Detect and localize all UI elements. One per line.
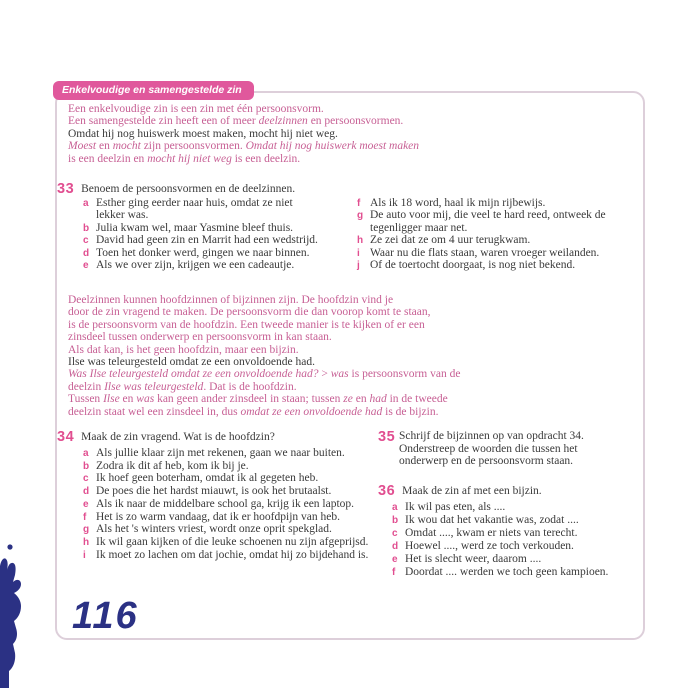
- text-segment: Ilse was teleurgesteld omdat ze een onvoldoende had.: [68, 356, 315, 369]
- list-item: [83, 511, 368, 523]
- text-line: [68, 153, 419, 165]
- text-segment: Omdat hij nog huiswerk moest maken, mocht hij niet weg.: [68, 127, 338, 140]
- item-text: Als ik naar de middelbare school ga, krijg ik een laptop.: [96, 497, 355, 510]
- list-item: [357, 197, 606, 209]
- list-item: [357, 209, 606, 234]
- text-segment: door de zin vragend te maken. De persoonsvorm die dan voorop komt te staan,: [68, 306, 431, 319]
- text-segment: >: [318, 368, 331, 381]
- text-line: [68, 368, 460, 380]
- item-text: Als het 's winters vriest, wordt onze oprit spekglad.: [96, 523, 332, 536]
- item-letter: e: [83, 260, 89, 272]
- item-text: Ik moet zo lachen om dat jochie, omdat hij zo bijdehand is.: [96, 548, 369, 561]
- list-item: [392, 501, 608, 513]
- explainer-block: [68, 294, 460, 418]
- item-letter: a: [392, 502, 398, 513]
- item-letter: d: [83, 486, 90, 498]
- exercise-number: 33: [57, 181, 75, 197]
- exercise-number: 34: [57, 429, 75, 445]
- exercise-34-header: [57, 428, 275, 446]
- blue-mascot-icon: [0, 542, 46, 688]
- text-line: [68, 140, 419, 152]
- exercise-34-items: [83, 447, 368, 561]
- list-item: [83, 259, 318, 271]
- text-line: [68, 115, 419, 127]
- text-segment: is een deelzin.: [231, 152, 301, 165]
- item-letter: i: [357, 247, 360, 259]
- exercise-number: 36: [378, 483, 396, 499]
- item-text: Ik hoef geen boterham, omdat ik al gegeten heb.: [96, 472, 319, 485]
- text-segment: was: [136, 393, 155, 406]
- text-line: [68, 393, 460, 405]
- item-text: Of de toertocht doorgaat, is nog niet bekend.: [370, 259, 576, 272]
- list-item: [357, 259, 606, 271]
- text-segment: deelzinnen: [258, 115, 308, 128]
- item-text: Het is slecht weer, daarom ....: [405, 552, 542, 565]
- list-item: [392, 514, 608, 526]
- list-item: [392, 540, 608, 552]
- text-segment: kan geen ander zinsdeel in staan; tussen: [154, 393, 344, 406]
- text-segment: Ilse: [103, 393, 120, 406]
- item-letter: j: [357, 260, 360, 272]
- exercise-question: Maak de zin vragend. Wat is de hoofdzin?: [81, 431, 275, 443]
- list-item: [83, 222, 318, 234]
- item-letter: c: [392, 527, 398, 539]
- item-text: Het is zo warm vandaag, dat ik er hoofdpijn van heb.: [96, 510, 340, 523]
- text-segment: was: [330, 368, 349, 381]
- exercise-33-items-left: [83, 197, 318, 271]
- text-segment: Ilse was teleurgesteld: [104, 380, 204, 393]
- item-letter: e: [392, 553, 398, 565]
- question-line: Onderstreep de woorden die tussen het: [399, 442, 578, 455]
- item-text: Ze zei dat ze om 4 uur terugkwam.: [370, 234, 531, 247]
- item-letter: f: [392, 566, 396, 578]
- item-text: Zodra ik dit af heb, kom ik bij je.: [96, 459, 249, 472]
- item-letter: a: [83, 448, 89, 459]
- text-segment: omdat ze een onvoldoende had: [240, 405, 383, 418]
- list-item: [392, 566, 608, 578]
- item-text: David had geen zin en Marrit had een wedstrijd.: [96, 234, 318, 247]
- text-segment: zinsdeel tussen onderwerp en persoonsvorm in kan staan.: [68, 331, 332, 344]
- item-text: Hoewel ...., werd ze toch verkouden.: [405, 539, 574, 552]
- item-text: De auto voor mij, die veel te hard reed, ontweek de tegenligger maar net.: [370, 209, 606, 234]
- text-segment: deelzin staat wel een zinsdeel in, dus: [68, 405, 241, 418]
- list-item: [83, 523, 368, 535]
- text-line: [68, 331, 460, 343]
- text-segment: . Dat is de hoofdzin.: [203, 380, 297, 393]
- exercise-number: 35: [378, 429, 396, 445]
- text-segment: en persoonsvormen.: [307, 115, 404, 128]
- text-line: [68, 319, 460, 331]
- list-item: [83, 498, 368, 510]
- text-segment: Deelzinnen kunnen hoofdzinnen of bijzinnen zijn. De hoofdzin vind je: [68, 294, 394, 306]
- item-text: Ik wil gaan kijken of die leuke schoenen nu zijn afgeprijsd.: [96, 535, 369, 548]
- exercise-33-items-right: [357, 197, 606, 271]
- item-letter: h: [83, 536, 90, 548]
- item-letter: d: [83, 247, 90, 259]
- list-item: [83, 472, 368, 484]
- item-letter: c: [83, 235, 89, 247]
- text-line: [68, 406, 460, 418]
- list-item: [392, 527, 608, 539]
- exercise-35-question: [399, 430, 584, 468]
- text-segment: deelzin: [68, 380, 105, 393]
- text-line: [68, 294, 460, 306]
- question-line: Schrijf de bijzinnen op van opdracht 34.: [399, 430, 584, 442]
- text-segment: Omdat hij nog huiswerk moest maken: [245, 140, 420, 153]
- text-segment: Als dat kan, is het geen hoofdzin, maar een bijzin.: [68, 343, 299, 356]
- item-letter: b: [83, 222, 90, 234]
- text-segment: Een enkelvoudige zin is een zin met één persoonsvorm.: [68, 103, 324, 115]
- text-segment: is de bijzin.: [382, 405, 439, 418]
- list-item: [83, 460, 368, 472]
- item-letter: a: [83, 198, 89, 209]
- item-letter: d: [392, 540, 399, 552]
- text-line: [68, 344, 460, 356]
- item-letter: b: [83, 460, 90, 472]
- item-text: Doordat .... werden we toch geen kampioen.: [405, 565, 609, 578]
- text-segment: ze: [343, 393, 353, 406]
- item-letter: f: [83, 511, 87, 523]
- item-letter: f: [357, 198, 361, 209]
- list-item: [83, 234, 318, 246]
- exercise-33-header: [57, 180, 295, 198]
- text-segment: Een samengestelde zin heeft een of meer: [68, 115, 259, 128]
- text-segment: mocht: [112, 140, 141, 153]
- item-text: De poes die het hardst miauwt, is ook het brutaalst.: [96, 485, 332, 498]
- text-line: [68, 381, 460, 393]
- list-item: [83, 485, 368, 497]
- item-text: Ik wou dat het vakantie was, zodat ....: [405, 513, 579, 526]
- text-segment: Tussen: [68, 393, 104, 406]
- item-letter: e: [83, 498, 89, 510]
- exercise-question: Maak de zin af met een bijzin.: [402, 485, 542, 497]
- question-line: onderwerp en de persoonsvorm staan.: [399, 455, 574, 468]
- text-segment: Moest: [68, 140, 97, 153]
- item-letter: g: [83, 524, 90, 536]
- text-segment: had: [369, 393, 387, 406]
- item-letter: i: [83, 549, 86, 561]
- text-segment: is de persoonsvorm van de hoofdzin. Een tweede manier is te kijken of er een: [68, 318, 425, 331]
- list-item: [357, 247, 606, 259]
- list-item: [83, 197, 318, 222]
- exercise-question: Benoem de persoonsvormen en de deelzinnen.: [81, 183, 296, 195]
- text-line: [68, 356, 460, 368]
- item-text: Esther ging eerder naar huis, omdat ze niet lekker was.: [96, 197, 293, 222]
- list-item: [83, 447, 368, 459]
- exercise-36-header: [378, 482, 542, 500]
- item-text: Ik wil pas eten, als ....: [405, 501, 506, 513]
- intro-block: [68, 103, 419, 165]
- text-segment: mocht hij niet weg: [147, 152, 232, 165]
- item-letter: h: [357, 235, 364, 247]
- text-line: [68, 306, 460, 318]
- item-letter: g: [357, 210, 364, 222]
- text-segment: Was Ilse teleurgesteld omdat ze een onvoldoende had?: [68, 368, 319, 381]
- list-item: [392, 553, 608, 565]
- page-number: 116: [72, 595, 139, 637]
- exercise-35-header: [378, 428, 395, 446]
- text-segment: is persoonsvorm van de: [348, 368, 461, 381]
- item-letter: b: [392, 514, 399, 526]
- item-text: Als jullie klaar zijn met rekenen, gaan we naar buiten.: [96, 447, 345, 459]
- item-text: Omdat ...., kwam er niets van terecht.: [405, 526, 578, 539]
- list-item: [83, 247, 318, 259]
- item-text: Als ik 18 word, haal ik mijn rijbewijs.: [370, 197, 546, 209]
- text-segment: en: [96, 140, 113, 153]
- list-item: [83, 549, 368, 561]
- text-segment: is een deelzin en: [68, 152, 148, 165]
- item-text: Waar nu die flats staan, waren vroeger weilanden.: [370, 246, 600, 259]
- topic-label: Enkelvoudige en samengestelde zin: [53, 81, 254, 100]
- item-letter: c: [83, 473, 89, 485]
- item-text: Als we over zijn, krijgen we een cadeautje.: [96, 259, 295, 272]
- text-segment: en: [119, 393, 137, 406]
- text-segment: in de tweede: [386, 393, 448, 406]
- text-segment: zijn persoonsvormen.: [140, 140, 246, 153]
- item-text: Toen het donker werd, gingen we naar binnen.: [96, 246, 310, 259]
- exercise-36-items: [392, 501, 608, 578]
- text-line: [68, 103, 419, 115]
- text-line: [68, 128, 419, 140]
- item-text: Julia kwam wel, maar Yasmine bleef thuis.: [96, 221, 294, 234]
- list-item: [357, 234, 606, 246]
- list-item: [83, 536, 368, 548]
- text-segment: en: [352, 393, 370, 406]
